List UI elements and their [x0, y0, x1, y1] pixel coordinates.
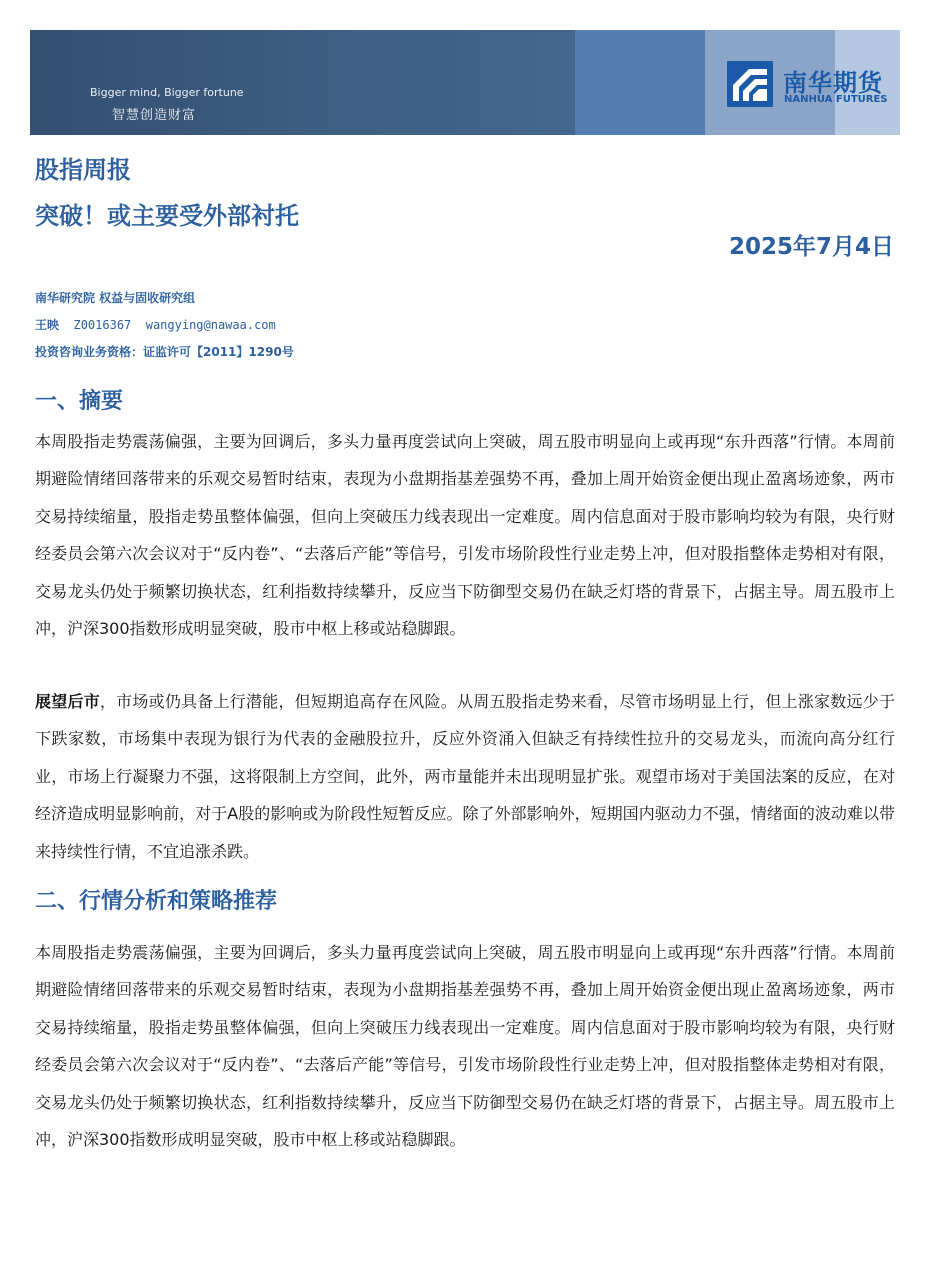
- author-id-email: Z0016367 wangying@nawaa.com: [73, 318, 276, 332]
- author-org: 南华研究院 权益与固收研究组: [35, 291, 196, 305]
- nanhua-logo-icon: [727, 61, 773, 107]
- slogan-english: Bigger mind, Bigger fortune: [90, 86, 244, 99]
- logo-chinese-text: 南华期货: [783, 69, 883, 97]
- section-heading-analysis: 二、行情分析和策略推荐: [35, 889, 278, 914]
- analysis-paragraph: 本周股指走势震荡偏强，主要为回调后，多头力量再度尝试向上突破，周五股市明显向上或再现“东升西落”行情。本周前期避险情绪回落带来的乐观交易暂时结束，表现为小盘期指基差强势不再，叠加上周开始资金便出现止盈离场迹象，两市交易持续缩量，股指走势虽整体偏强，但向上突破压力线表现出一定难度。周内信息面对于股市影响均较为有限，央行财经委员会第六次会议对于“反内卷”、“去落后产能”等信号，引发市场阶段性行业走势上冲，但对股指整体走势相对有限，交易龙头仍处于频繁切换状态，红利指数持续攀升，反应当下防御型交易仍在缺乏灯塔的背景下，占据主导。周五股市上冲，沪深300指数形成明显突破，股市中枢上移或站稳脚跟。: [35, 943, 895, 1150]
- logo-english-text: NANHUA FUTURES: [784, 94, 888, 105]
- author-name: 王映: [35, 318, 60, 332]
- outlook-paragraph: [35, 683, 895, 870]
- outlook-text: ，市场或仍具备上行潜能，但短期追高存在风险。从周五股指走势来看，尽管市场明显上行，但上涨家数远少于下跌家数，市场集中表现为银行为代表的金融股拉升，反应外资涌入但缺乏有持续性拉升的交易龙头，而流向高分红行业，市场上行凝聚力不强，这将限制上方空间，此外，两市量能并未出现明显扩张。观望市场对于美国法案的反应，在对经济造成明显影响前，对于A股的影响或为阶段性短暂反应。除了外部影响外，短期国内驱动力不强，情绪面的波动难以带来持续性行情，不宜追涨杀跌。: [35, 692, 895, 861]
- section-heading-summary: 一、摘要: [35, 389, 124, 414]
- header-banner: [30, 30, 900, 135]
- company-logo: [727, 61, 897, 109]
- outlook-lead: 展望后市: [35, 692, 100, 711]
- banner-segment-mid: [575, 30, 705, 135]
- summary-paragraph: 本周股指走势震荡偏强，主要为回调后，多头力量再度尝试向上突破，周五股市明显向上或再现“东升西落”行情。本周前期避险情绪回落带来的乐观交易暂时结束，表现为小盘期指基差强势不再，叠加上周开始资金便出现止盈离场迹象，两市交易持续缩量，股指走势虽整体偏强，但向上突破压力线表现出一定难度。周内信息面对于股市影响均较为有限，央行财经委员会第六次会议对于“反内卷”、“去落后产能”等信号，引发市场阶段性行业走势上冲，但对股指整体走势相对有限，交易龙头仍处于频繁切换状态，红利指数持续攀升，反应当下防御型交易仍在缺乏灯塔的背景下，占据主导。周五股市上冲，沪深300指数形成明显突破，股市中枢上移或站稳脚跟。: [35, 432, 895, 639]
- report-title: 股指周报: [35, 156, 131, 184]
- author-contact: [35, 316, 276, 333]
- report-subtitle: 突破！或主要受外部衬托: [35, 202, 299, 230]
- report-date: 2025年7月4日: [728, 234, 894, 260]
- author-license: 投资咨询业务资格：证监许可【2011】1290号: [35, 345, 294, 359]
- slogan-chinese: 智慧创造财富: [112, 108, 197, 123]
